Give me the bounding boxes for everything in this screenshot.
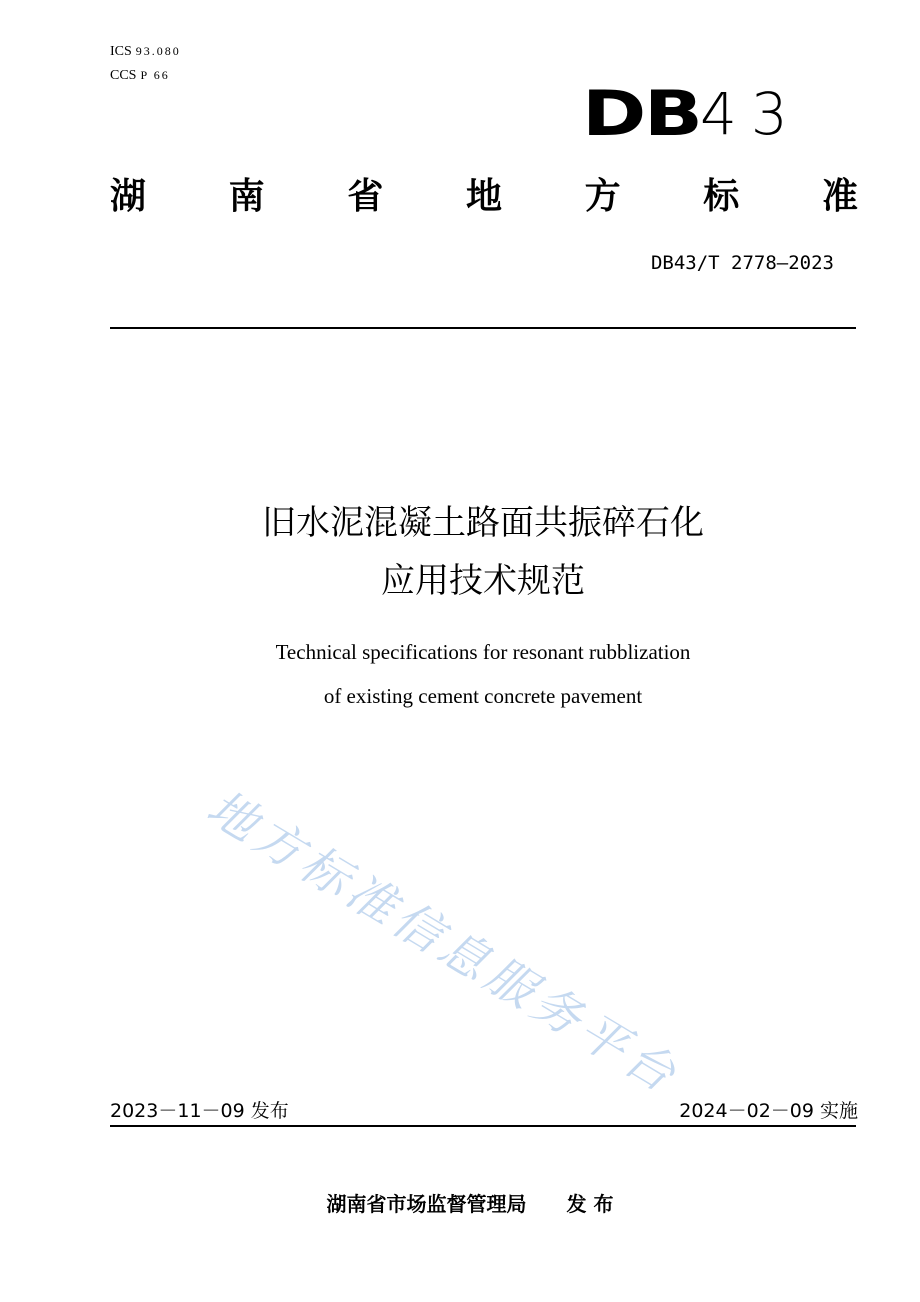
standard-type-heading xyxy=(110,170,858,224)
ics-code xyxy=(110,44,181,60)
watermark: 地方标准信息服务平台 xyxy=(197,779,690,1106)
title-cn-line1: 旧水泥混凝土路面共振碎石化 xyxy=(262,503,704,543)
province-code: 43 xyxy=(700,80,802,148)
standard-type-char: 湖 xyxy=(110,176,147,217)
standard-type-char: 标 xyxy=(703,176,740,217)
db43-logo xyxy=(582,77,802,150)
ics-value: 93.080 xyxy=(135,44,181,58)
title-en-line1: Technical specifications for resonant rubblization xyxy=(275,640,691,664)
implement-date: 2024－02－09 实施 xyxy=(679,1100,858,1122)
ics-label: ICS xyxy=(110,44,132,59)
standard-number: DB43/T 2778—2023 xyxy=(650,252,834,274)
ccs-code xyxy=(110,68,170,84)
standard-type-char: 南 xyxy=(228,176,265,217)
ccs-value: P 66 xyxy=(140,68,170,82)
title-cn-line2: 应用技术规范 xyxy=(381,561,585,601)
standard-type-char: 准 xyxy=(821,176,858,217)
issuer-line xyxy=(0,1188,920,1217)
title-en-line2: of existing cement concrete pavement xyxy=(323,684,643,708)
standard-type-char: 方 xyxy=(584,176,621,217)
ccs-label: CCS xyxy=(110,68,137,83)
issuer-name: 湖南省市场监督管理局 xyxy=(326,1192,527,1216)
standard-type-char: 地 xyxy=(465,176,502,217)
top-divider xyxy=(110,327,856,329)
db-mark: DB xyxy=(582,77,701,150)
standard-type-char: 省 xyxy=(347,176,384,217)
issue-date: 2023－11－09 发布 xyxy=(110,1100,289,1122)
issuer-action: 发 布 xyxy=(566,1192,614,1216)
bottom-divider xyxy=(110,1125,856,1127)
